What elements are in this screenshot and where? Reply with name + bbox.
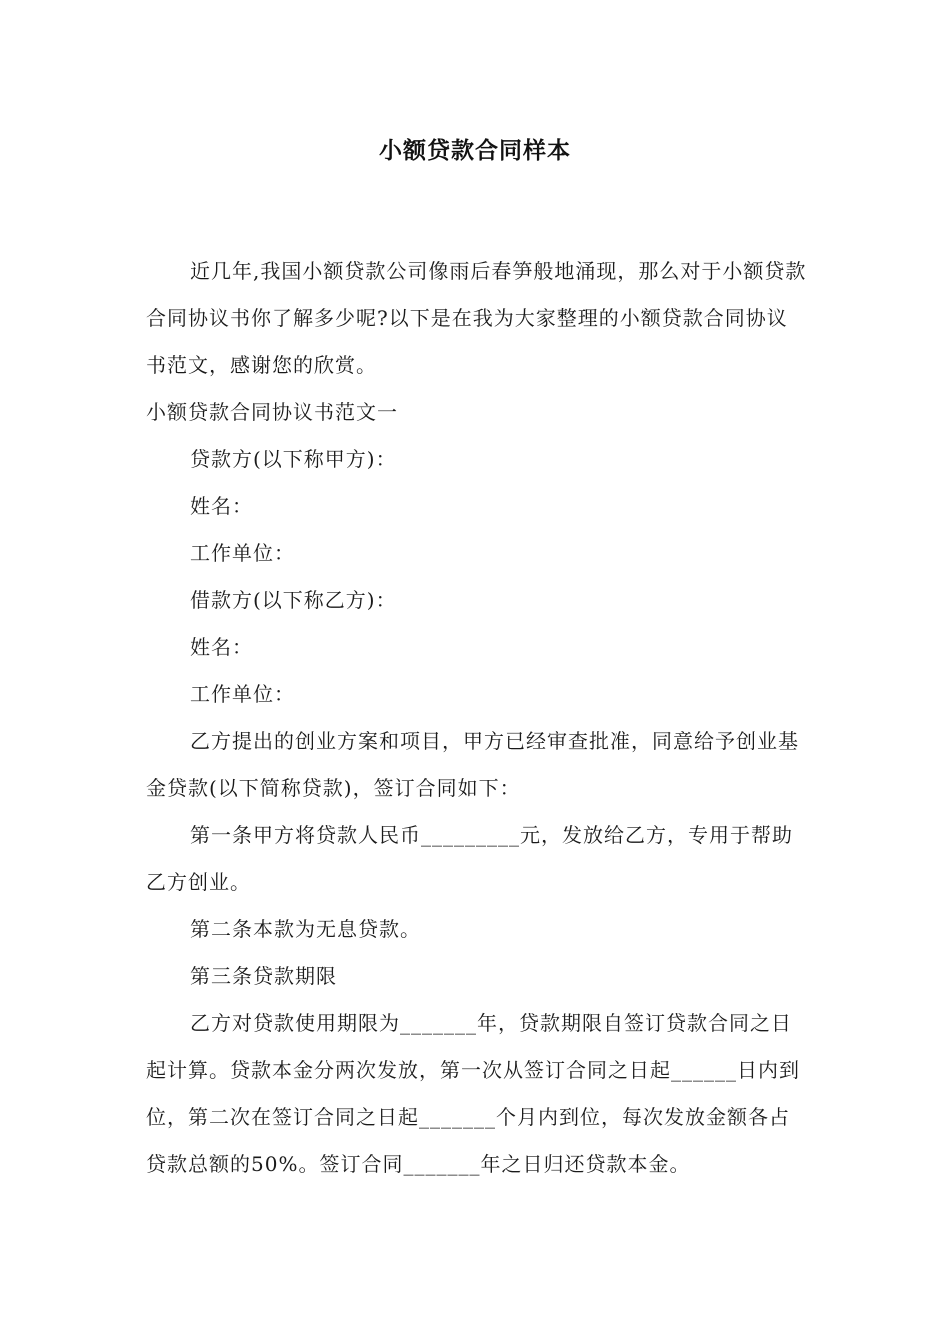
article-3-heading: 第三条贷款期限 <box>190 964 337 988</box>
lender-label: 贷款方(以下称甲方)： <box>190 447 397 471</box>
borrower-name-field: 姓名： <box>190 635 253 659</box>
borrower-employer-field: 工作单位： <box>190 682 295 706</box>
lender-employer-field: 工作单位： <box>190 541 295 565</box>
article-2: 第二条本款为无息贷款。 <box>190 917 421 941</box>
preamble-paragraph: 乙方提出的创业方案和项目，甲方已经审查批准，同意给予创业基金贷款(以下简称贷款)，签订合同如下： <box>146 729 799 800</box>
section-heading: 小额贷款合同协议书范文一 <box>146 400 398 424</box>
document-body <box>146 248 808 1188</box>
borrower-label: 借款方(以下称乙方)： <box>190 588 397 612</box>
intro-paragraph: 近几年,我国小额贷款公司像雨后春笋般地涌现，那么对于小额贷款合同协议书你了解多少呢?以下是在我为大家整理的小额贷款合同协议书范文，感谢您的欣赏。 <box>146 259 807 377</box>
document-title: 小额贷款合同样本 <box>379 138 571 164</box>
article-3-body: 乙方对贷款使用期限为_______年，贷款期限自签订贷款合同之日起计算。贷款本金分两次发放，第一次从签订合同之日起______日内到位，第二次在签订合同之日起_______个月内到位，每次发放金额各占贷款总额的50%。签订合同_______年之日归还贷款本金。 <box>146 1011 800 1176</box>
article-1: 第一条甲方将贷款人民币_________元，发放给乙方，专用于帮助乙方创业。 <box>146 823 793 894</box>
lender-name-field: 姓名： <box>190 494 253 518</box>
